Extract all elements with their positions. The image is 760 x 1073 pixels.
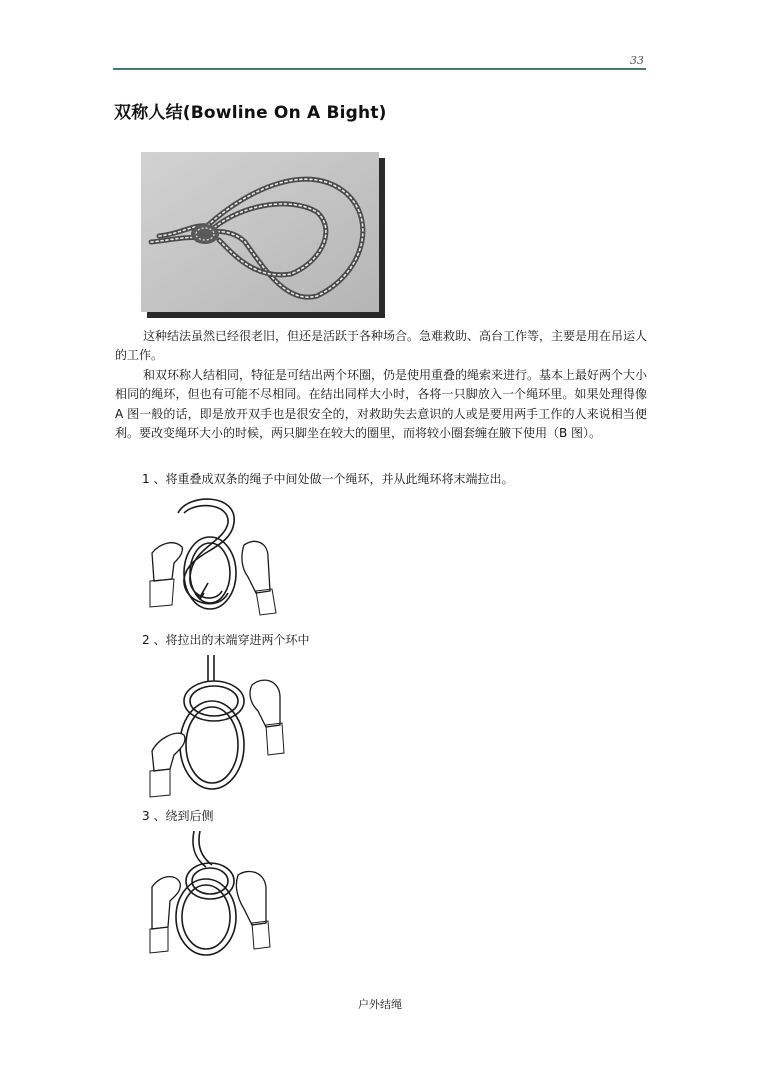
header-rule [113, 68, 646, 70]
knot-photo [141, 152, 385, 318]
body-text [115, 327, 647, 443]
step-3-illustration [146, 831, 276, 963]
step-1-illustration [148, 493, 288, 623]
footer-text: 户外结绳 [358, 998, 402, 1011]
step-3-label: 3 、绕到后侧 [142, 809, 214, 823]
step-2-label: 2 、将拉出的末端穿进两个环中 [142, 633, 310, 647]
page-number: 33 [630, 54, 644, 67]
step-2-illustration [148, 655, 298, 803]
page-title: 双称人结(Bowline On A Bight) [114, 103, 387, 123]
paragraph: 这种结法虽然已经很老旧，但还是活跃于各种场合。急难救助、高台工作等，主要是用在吊运人的工作。 [115, 329, 648, 363]
paragraph: 和双环称人结相同，特征是可结出两个环圈，仍是使用重叠的绳索来进行。基本上最好两个大小相同的绳环，但也有可能不尽相同。在结出同样大小时，各将一只脚放入一个绳环里。如果处理得像 A 图一般的话，即是放开双手也是很安全的，对救助失去意识的人或是要用两手工作的人来说相当便利。要改变绳环大小的时候，两只脚坐在较大的圈里，而将较小圈套缠在腋下使用（B 图）。 [115, 367, 648, 441]
step-1-label: 1 、将重叠成双条的绳子中间处做一个绳环，并从此绳环将末端拉出。 [142, 472, 514, 486]
